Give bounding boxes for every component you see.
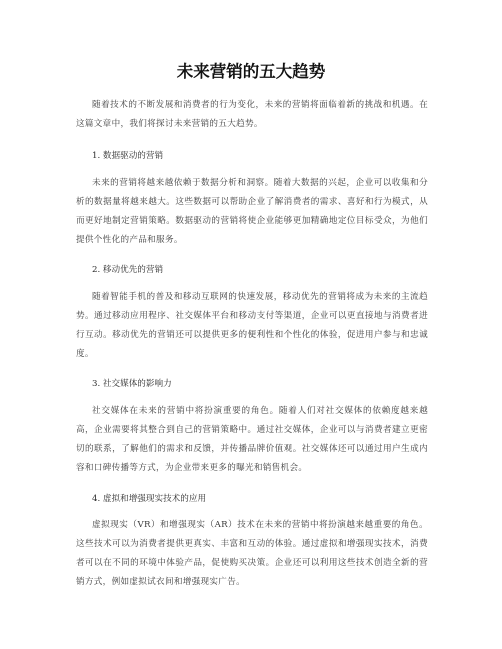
section-heading-data-driven: 1. 数据驱动的营销 [92,151,164,161]
section-body-data-driven: 未来的营销将越来越依赖于数据分析和洞察。随着大数据的兴起，企业可以收集和分析的数据量将越来越大。这些数据可以帮助企业了解消费者的需求、喜好和行为模式，从而更好地制定营销策略。数据驱动的营销将使企业能够更加精确地定位目标受众，为他们提供个性化的产品和服务。 [76,178,428,245]
section-heading-social-media: 3. 社交媒体的影响力 [92,379,172,389]
section-heading-vr-ar: 4. 虚拟和增强现实技术的应用 [92,494,207,504]
section-heading-mobile-first: 2. 移动优先的营销 [92,265,164,275]
section-body-mobile-first: 随着智能手机的普及和移动互联网的快速发展，移动优先的营销将成为未来的主流趋势。通过移动应用程序、社交媒体平台和移动支付等渠道，企业可以更直接地与消费者进行互动。移动优先的营销还可以提供更多的便利性和个性化的体验，促进用户参与和忠诚度。 [76,292,428,359]
section-body-vr-ar: 虚拟现实（VR）和增强现实（AR）技术在未来的营销中将扮演越来越重要的角色。这些技术可以为消费者提供更真实、丰富和互动的体验。通过虚拟和增强现实技术，消费者可以在不同的环境中体验产品，促使购买决策。企业还可以利用这些技术创造全新的营销方式，例如虚拟试衣间和增强现实广告。 [76,520,428,587]
document-title: 未来营销的五大趋势 [176,62,326,81]
intro-paragraph: 随着技术的不断发展和消费者的行为变化，未来的营销将面临着新的挑战和机遇。在这篇文章中，我们将探讨未来营销的五大趋势。 [76,100,428,129]
section-body-social-media: 社交媒体在未来的营销中将扮演重要的角色。随着人们对社交媒体的依赖度越来越高，企业需要将其整合到自己的营销策略中。通过社交媒体，企业可以与消费者建立更密切的联系，了解他们的需求和反馈，并传播品牌价值观。社交媒体还可以通过用户生成内容和口碑传播等方式，为企业带来更多的曝光和销售机会。 [76,406,428,473]
